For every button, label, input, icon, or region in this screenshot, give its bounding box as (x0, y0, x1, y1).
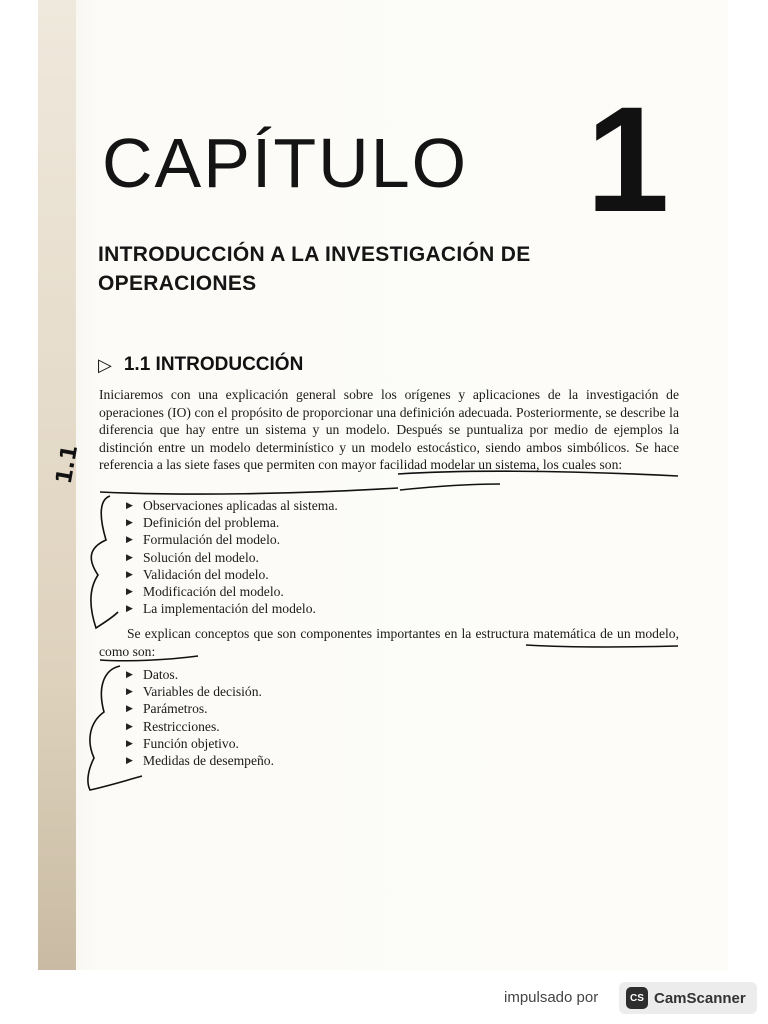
page-edge-shadow (38, 0, 76, 970)
underline-mark (100, 488, 398, 494)
triangle-icon: ▷ (98, 354, 112, 375)
list-item: ▶ Observaciones aplicadas al sistema. (126, 498, 338, 513)
handwritten-note: 1.1 (51, 443, 84, 486)
bullet-icon: ▶ (126, 517, 133, 528)
list-item: ▶ Definición del problema. (126, 515, 280, 531)
list-item: ▶ Modificación del modelo. (126, 584, 284, 600)
bullet-icon: ▶ (126, 686, 133, 697)
bullet-icon: ▶ (126, 603, 133, 614)
scanned-page (38, 0, 728, 970)
list-item: ▶ La implementación del modelo. (126, 601, 316, 617)
bullet-icon: ▶ (126, 720, 133, 731)
bullet-icon: ▶ (126, 551, 133, 562)
chapter-title: INTRODUCCIÓN A LA INVESTIGACIÓN DE OPERACIONES (98, 243, 531, 295)
chapter-number: 1 (586, 75, 670, 243)
powered-by-text: impulsado por (504, 989, 599, 1006)
camscanner-badge (619, 982, 757, 1014)
list-item: ▶ Validación del modelo. (126, 566, 269, 582)
camscanner-logo-icon: CS (626, 987, 648, 1009)
list-item: ▶ Restricciones. (126, 718, 220, 734)
bullet-icon: ▶ (126, 669, 133, 679)
list-item: ▶ Datos. (126, 667, 179, 682)
bullet-icon: ▶ (126, 755, 133, 766)
section-heading-text: 1.1 INTRODUCCIÓN (123, 354, 304, 375)
intro-paragraph: Iniciaremos con una explicación general sobre los orígenes y aplicaciones de la investigación de operaciones (IO) con el propósito de proporcionar una definición adecuada. Posteriormente, se describe la diferencia que hay entre un sistema y un modelo. Después se puntualiza por medio de ejemplos la distinción entre un modelo determinístico y un modelo estocástico, siendo ambos simbólicos. Se hace referencia a las siete fases que permiten con mayor facilidad modelar un sistema, los cuales son: (99, 387, 679, 473)
concepts-paragraph: Se explican conceptos que son componentes importantes en la estructura matemática de un modelo, como son: (99, 626, 679, 659)
bullet-icon: ▶ (126, 568, 133, 579)
underline-mark (400, 484, 500, 490)
concepts-list (126, 666, 274, 769)
list-item: ▶ Parámetros. (126, 701, 208, 717)
chapter-label: CAPÍTULO (102, 124, 469, 202)
bullet-icon: ▶ (126, 737, 133, 748)
list-item: ▶ Medidas de desempeño. (126, 753, 274, 769)
bullet-icon: ▶ (126, 703, 133, 714)
bullet-icon: ▶ (126, 534, 133, 545)
camscanner-brand: CamScanner (654, 989, 746, 1007)
bullet-icon: ▶ (126, 500, 133, 510)
list-item: ▶ Solución del modelo. (126, 549, 259, 565)
section-heading (98, 354, 303, 376)
phases-list (126, 497, 338, 617)
list-item: ▶ Formulación del modelo. (126, 532, 281, 548)
list-item: ▶ Función objetivo. (126, 735, 239, 751)
bracket-mark (91, 496, 118, 628)
bullet-icon: ▶ (126, 586, 133, 597)
list-item: ▶ Variables de decisión. (126, 684, 262, 700)
